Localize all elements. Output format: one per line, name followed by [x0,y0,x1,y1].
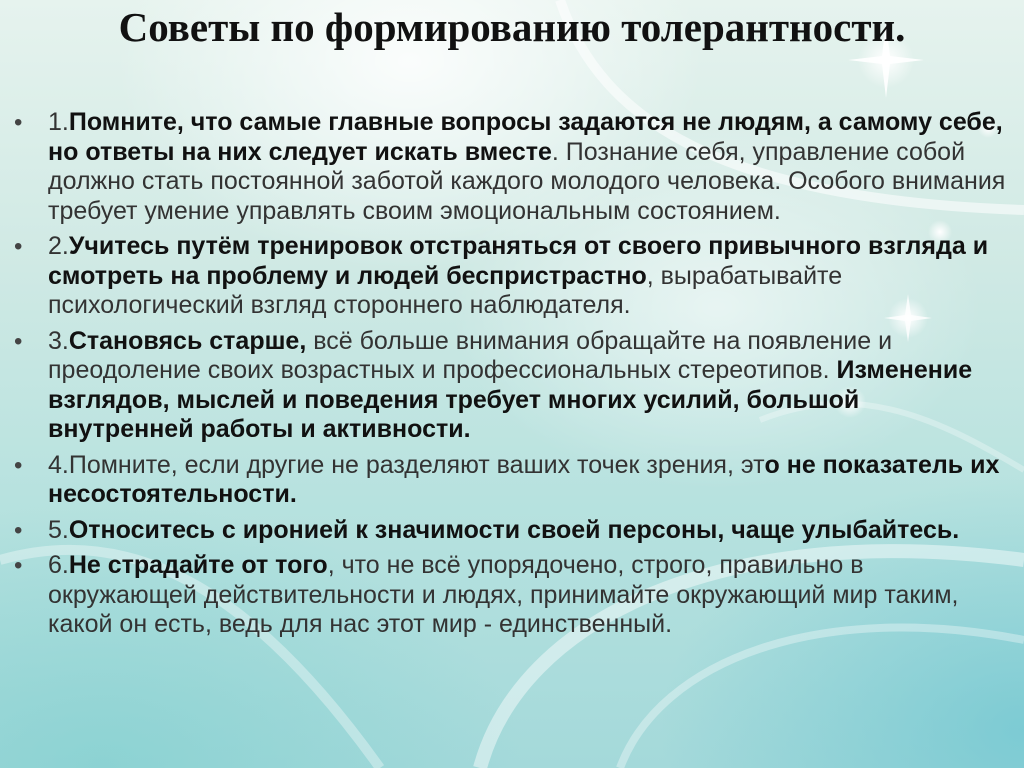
bullet-icon: • [14,109,23,136]
tip-bold-text: Относитесь с иронией к значимости своей персоны, чаще улыбайтесь. [68,515,960,544]
tip-bold-text-2: Изменение взглядов, мыслей и поведения требует многих усилий, большой внутренней работы и активности. [48,356,973,443]
bullet-icon: • [14,451,23,479]
slide-title: Советы по формированию толерантности. [118,4,906,50]
tip-regular-text: Помните, если другие не разделяют ваших точек зрения, эт [68,450,765,479]
tip-item-2 [0,232,1024,321]
tip-regular-text: , что не всё упорядочено, строго, правильно в окружающей действительности и людях, принимайте окружающий мир таким, какой он есть, ведь для нас этот мир - единственный. [48,551,959,638]
tip-bold-text: Учитесь путём тренировок отстраняться от своего привычного взгляда и смотреть на проблему и людей беспристрастно [48,232,989,290]
tip-item-3 [0,327,1024,445]
tip-bold-text: Не страдайте от того [68,551,328,579]
bullet-icon: • [14,516,23,544]
bullet-icon: • [14,233,23,260]
tip-number: 3. [48,326,69,355]
tips-list [0,108,1024,646]
tip-item-1 [0,108,1024,226]
bullet-icon: • [14,327,23,355]
bullet-icon: • [14,552,23,579]
tip-bold-text: Помните, что самые главные вопросы задаются не людям, а самому себе, но ответы на них следует искать вместе [48,108,1003,166]
tip-bold-text: о не показатель их несостоятельности. [48,450,1000,508]
tip-regular-text: , вырабатывайте психологический взгляд стороннего наблюдателя. [48,261,843,319]
tip-item-6 [0,551,1024,640]
tip-bold-text: Становясь старше, [68,326,307,355]
tip-number: 2. [48,232,69,260]
tip-number: 1. [48,108,69,136]
tip-regular-text: . Познание себя, управление собой должно стать постоянной заботой каждого молодого человека. Особого внимания требует умение управлять своим эмоциональным состоянием. [48,137,1006,225]
swirl-curve [620,628,1024,768]
tip-number: 4. [48,450,69,479]
tip-item-5 [0,516,1024,546]
tip-number: 6. [48,551,69,579]
tip-item-4 [0,451,1024,510]
tip-number: 5. [48,515,69,544]
tip-regular-text: всё больше внимания обращайте на появление и преодоление своих возрастных и профессиональных стереотипов. [48,326,893,384]
